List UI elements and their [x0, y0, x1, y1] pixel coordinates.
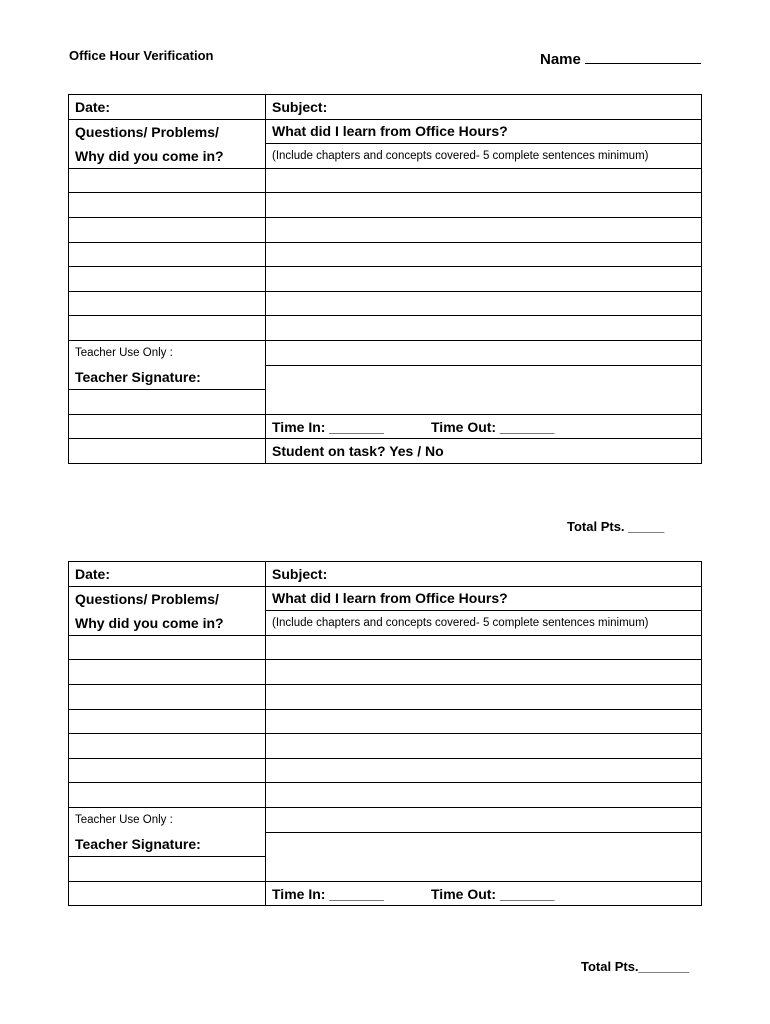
signature-line[interactable] — [69, 857, 266, 882]
answer-line[interactable] — [266, 734, 702, 759]
answer-line[interactable] — [266, 193, 702, 218]
time-out-label: Time Out: _______ — [431, 418, 555, 435]
why-label: Why did you come in? — [69, 144, 266, 169]
question-line[interactable] — [69, 684, 266, 709]
answer-block[interactable] — [266, 365, 702, 414]
answer-line[interactable] — [266, 783, 702, 808]
learn-label: What did I learn from Office Hours? — [266, 586, 702, 611]
time-cell[interactable] — [266, 414, 702, 439]
answer-line[interactable] — [266, 267, 702, 292]
question-line[interactable] — [69, 758, 266, 783]
question-line[interactable] — [69, 267, 266, 292]
question-line[interactable] — [69, 242, 266, 267]
signature-line[interactable] — [69, 881, 266, 906]
answer-line[interactable] — [266, 242, 702, 267]
answer-line[interactable] — [266, 168, 702, 193]
questions-label: Questions/ Problems/ — [69, 586, 266, 611]
answer-line[interactable] — [266, 758, 702, 783]
time-in-label: Time In: _______ — [272, 418, 384, 435]
subject-label: Subject: — [272, 98, 328, 115]
answer-line[interactable] — [266, 340, 702, 365]
date-cell[interactable] — [69, 95, 266, 120]
name-label: Name — [540, 51, 581, 68]
questions-label: Questions/ Problems/ — [69, 119, 266, 144]
name-field[interactable] — [540, 49, 701, 68]
question-line[interactable] — [69, 168, 266, 193]
time-cell[interactable] — [266, 881, 702, 906]
why-label: Why did you come in? — [69, 611, 266, 636]
answer-line[interactable] — [266, 291, 702, 316]
subject-cell[interactable] — [266, 562, 702, 587]
name-underline — [585, 49, 701, 64]
teacher-use-label: Teacher Use Only : — [69, 807, 266, 832]
answer-line[interactable] — [266, 684, 702, 709]
question-line[interactable] — [69, 193, 266, 218]
answer-line[interactable] — [266, 709, 702, 734]
question-line[interactable] — [69, 217, 266, 242]
subject-label: Subject: — [272, 565, 328, 582]
date-label: Date: — [75, 565, 111, 582]
subject-cell[interactable] — [266, 95, 702, 120]
question-line[interactable] — [69, 783, 266, 808]
signature-line[interactable] — [69, 390, 266, 415]
verification-form-2 — [68, 561, 702, 906]
answer-block[interactable] — [266, 832, 702, 881]
question-line[interactable] — [69, 291, 266, 316]
answer-line[interactable] — [266, 807, 702, 832]
learn-label: What did I learn from Office Hours? — [266, 119, 702, 144]
date-label: Date: — [75, 98, 111, 115]
verification-form-1 — [68, 94, 702, 464]
time-in-label: Time In: _______ — [272, 885, 384, 902]
document-title: Office Hour Verification — [69, 48, 214, 63]
date-cell[interactable] — [69, 562, 266, 587]
teacher-use-label: Teacher Use Only : — [69, 340, 266, 365]
total-points-1: Total Pts. _____ — [567, 519, 665, 534]
question-line[interactable] — [69, 316, 266, 341]
on-task-label: Student on task? Yes / No — [266, 439, 702, 464]
question-line[interactable] — [69, 734, 266, 759]
time-out-label: Time Out: _______ — [431, 885, 555, 902]
question-line[interactable] — [69, 709, 266, 734]
answer-line[interactable] — [266, 316, 702, 341]
signature-line[interactable] — [69, 414, 266, 439]
include-note: (Include chapters and concepts covered- 5 complete sentences minimum) — [266, 611, 702, 636]
include-note: (Include chapters and concepts covered- 5 complete sentences minimum) — [266, 144, 702, 169]
answer-line[interactable] — [266, 660, 702, 685]
answer-line[interactable] — [266, 635, 702, 660]
signature-line[interactable] — [69, 439, 266, 464]
teacher-signature-label: Teacher Signature: — [69, 832, 266, 857]
teacher-signature-label: Teacher Signature: — [69, 365, 266, 390]
answer-line[interactable] — [266, 217, 702, 242]
question-line[interactable] — [69, 635, 266, 660]
total-points-2: Total Pts._______ — [581, 959, 690, 974]
question-line[interactable] — [69, 660, 266, 685]
